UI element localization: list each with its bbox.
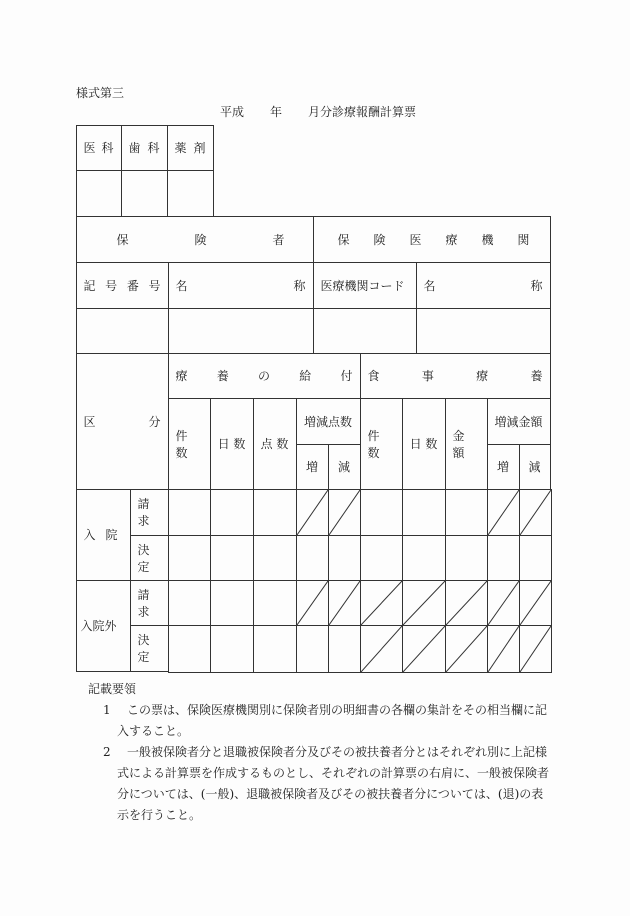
outpatient-decision-benefit-points-cell[interactable] xyxy=(253,625,297,673)
inpatient-claim-benefit-cases-cell[interactable] xyxy=(168,489,211,536)
outpatient-claim-meal-days-cell xyxy=(402,580,446,626)
inpatient-decision-meal-days-cell[interactable] xyxy=(402,535,446,581)
outpatient-claim-points-increase-cell xyxy=(296,580,329,626)
benefits-cases-label: 件 数 xyxy=(168,398,211,490)
amount-increase-label: 増 xyxy=(487,444,520,490)
category-medical-cell[interactable] xyxy=(76,170,122,217)
inpatient-claim-meal-days-cell[interactable] xyxy=(402,489,446,536)
diagonal-strike xyxy=(297,490,328,535)
inpatient-claim-points-decrease-cell xyxy=(328,489,361,536)
category-medical: 医 科 xyxy=(76,125,122,171)
diagonal-strike xyxy=(297,581,328,625)
outpatient-claim-points-decrease-cell xyxy=(328,580,361,626)
meals-cases-label: 件 数 xyxy=(360,398,403,490)
insurer-name-label: 名 称 xyxy=(168,262,314,309)
inpatient-claim-meal-amount-cell[interactable] xyxy=(445,489,488,536)
inpatient-decision-benefit-cases-cell[interactable] xyxy=(168,535,211,581)
inpatient-claim-benefit-points-cell[interactable] xyxy=(253,489,297,536)
inpatient-decision-amount-increase-cell[interactable] xyxy=(487,535,520,581)
diagonal-strike xyxy=(403,626,445,672)
diagonal-strike xyxy=(488,581,519,625)
benefits-days-label: 日 数 xyxy=(210,398,254,490)
inpatient-decision-label: 決定 xyxy=(130,535,169,581)
insurer-header: 保 険 者 xyxy=(76,216,314,263)
outpatient-claim-amount-increase-cell xyxy=(487,580,520,626)
outpatient-label: 入院外 xyxy=(76,580,131,672)
inpatient-claim-amount-increase-cell xyxy=(487,489,520,536)
inpatient-decision-meal-amount-cell[interactable] xyxy=(445,535,488,581)
outpatient-claim-meal-amount-cell xyxy=(445,580,488,626)
title-era: 平成 xyxy=(220,105,245,119)
delta-amount-label: 増減金額 xyxy=(487,398,551,445)
insurer-number-label: 記 号 番 号 xyxy=(76,262,169,309)
insurer-name-cell[interactable] xyxy=(168,308,314,354)
category-dental-cell[interactable] xyxy=(121,170,168,217)
points-decrease-label: 減 xyxy=(328,444,361,490)
notes-heading: 記載要領 xyxy=(88,682,137,696)
inpatient-decision-points-increase-cell[interactable] xyxy=(296,535,329,581)
outpatient-decision-points-decrease-cell[interactable] xyxy=(328,625,361,673)
benefits-points-label: 点 数 xyxy=(253,398,297,490)
form-number: 様式第三 xyxy=(76,86,125,100)
outpatient-claim-amount-decrease-cell xyxy=(519,580,552,626)
title-year: 年 xyxy=(270,105,283,119)
diagonal-strike xyxy=(488,490,519,535)
outpatient-decision-benefit-days-cell[interactable] xyxy=(210,625,254,673)
form-title xyxy=(220,103,416,120)
diagonal-strike xyxy=(403,581,445,625)
outpatient-decision-label: 決定 xyxy=(130,625,169,672)
outpatient-claim-meal-cases-cell xyxy=(360,580,403,626)
outpatient-decision-meal-cases-cell xyxy=(360,625,403,673)
inpatient-claim-points-increase-cell xyxy=(296,489,329,536)
classification-header: 区 分 xyxy=(76,353,169,490)
notes xyxy=(88,679,553,826)
outpatient-decision-meal-days-cell xyxy=(402,625,446,673)
institution-name-label: 名 称 xyxy=(416,262,551,309)
diagonal-strike xyxy=(361,581,402,625)
institution-header: 保 険 医 療 機 関 xyxy=(313,216,551,263)
points-increase-label: 増 xyxy=(296,444,329,490)
inpatient-decision-amount-decrease-cell[interactable] xyxy=(519,535,552,581)
diagonal-strike xyxy=(446,581,487,625)
institution-code-cell[interactable] xyxy=(313,308,417,354)
outpatient-decision-meal-amount-cell xyxy=(445,625,488,673)
delta-points-label: 増減点数 xyxy=(296,398,361,445)
note-item: 2 一般被保険者分と退職被保険者分及びその被扶養者分とはそれぞれ別に上記様式による計算票を作成するものとし、それぞれの計算票の右肩に、一般被保険者分については、(一般)、退職被保険者及びその被扶養者分については、(退)の表示を行うこと。 xyxy=(103,745,550,822)
diagonal-strike xyxy=(520,626,551,672)
outpatient-claim-benefit-days-cell[interactable] xyxy=(210,580,254,626)
diagonal-strike xyxy=(488,626,519,672)
outpatient-decision-amount-increase-cell xyxy=(487,625,520,673)
inpatient-claim-meal-cases-cell[interactable] xyxy=(360,489,403,536)
inpatient-label: 入 院 xyxy=(76,489,131,581)
meals-amount-label: 金 額 xyxy=(445,398,488,490)
inpatient-decision-benefit-days-cell[interactable] xyxy=(210,535,254,581)
outpatient-decision-benefit-cases-cell[interactable] xyxy=(168,625,211,673)
meals-days-label: 日 数 xyxy=(402,398,446,490)
outpatient-decision-points-increase-cell[interactable] xyxy=(296,625,329,673)
inpatient-decision-points-decrease-cell[interactable] xyxy=(328,535,361,581)
inpatient-decision-benefit-points-cell[interactable] xyxy=(253,535,297,581)
institution-code-label: 医療機関コード xyxy=(313,262,417,309)
diagonal-strike xyxy=(520,490,551,535)
diagonal-strike xyxy=(446,626,487,672)
category-pharmacy-cell[interactable] xyxy=(167,170,214,217)
outpatient-claim-benefit-cases-cell[interactable] xyxy=(168,580,211,626)
inpatient-decision-meal-cases-cell[interactable] xyxy=(360,535,403,581)
outpatient-claim-benefit-points-cell[interactable] xyxy=(253,580,297,626)
meals-header: 食 事 療 養 xyxy=(360,353,551,399)
amount-decrease-label: 減 xyxy=(519,444,551,490)
insurer-number-cell[interactable] xyxy=(76,308,169,354)
diagonal-strike xyxy=(329,581,360,625)
category-pharmacy: 薬 剤 xyxy=(167,125,214,171)
inpatient-claim-label: 請求 xyxy=(130,489,169,536)
inpatient-claim-benefit-days-cell[interactable] xyxy=(210,489,254,536)
diagonal-strike xyxy=(361,626,402,672)
diagonal-strike xyxy=(520,581,551,625)
outpatient-claim-label: 請求 xyxy=(130,580,169,626)
note-item: 1 この票は、保険医療機関別に保険者別の明細書の各欄の集計をその相当欄に記入すること。 xyxy=(103,703,548,738)
outpatient-decision-amount-decrease-cell xyxy=(519,625,552,673)
title-text: 月分診療報酬計算票 xyxy=(308,105,417,119)
diagonal-strike xyxy=(329,490,360,535)
benefits-header: 療 養 の 給 付 xyxy=(168,353,361,399)
institution-name-cell[interactable] xyxy=(416,308,551,354)
inpatient-claim-amount-decrease-cell xyxy=(519,489,552,536)
category-dental: 歯 科 xyxy=(121,125,168,171)
